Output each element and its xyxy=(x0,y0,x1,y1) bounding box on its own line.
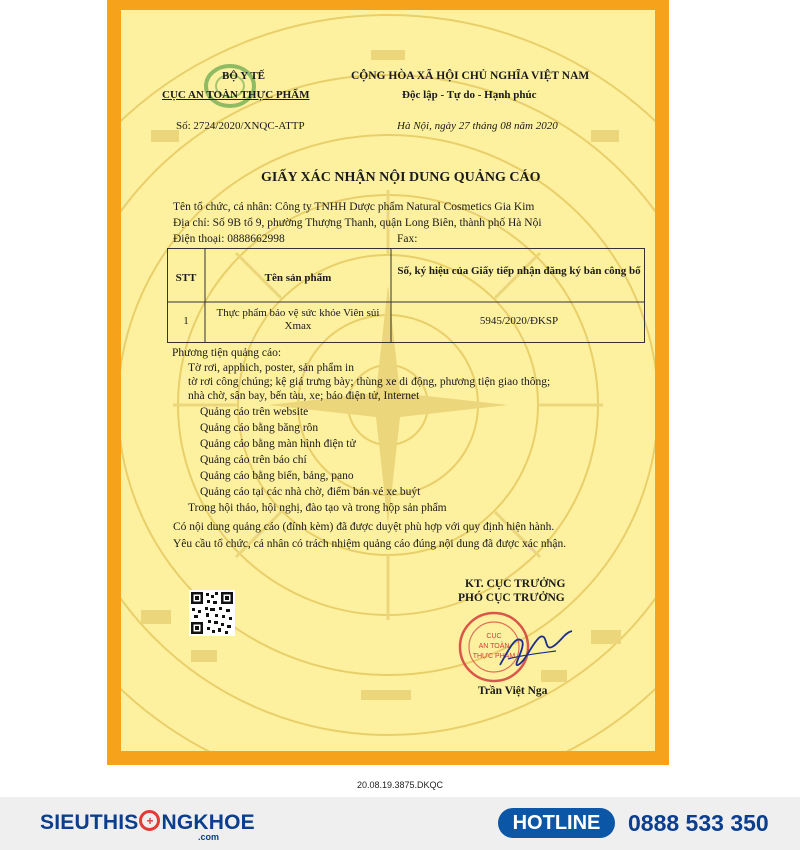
document-number: Số: 2724/2020/XNQC-ATTP xyxy=(176,120,305,132)
hotline-button[interactable]: HOTLINE xyxy=(498,808,615,838)
brand-name-left: SIEUTHIS xyxy=(40,811,139,834)
republic-title: CỘNG HÒA XÃ HỘI CHỦ NGHĨA VIỆT NAM xyxy=(351,70,590,82)
ministry-name: BỘ Y TẾ xyxy=(222,70,265,82)
svg-text:THỰC PHẨM: THỰC PHẨM xyxy=(472,653,516,660)
table-cell-product: Thực phẩm bảo vệ sức khỏe Viên sủi Xmax xyxy=(216,307,380,332)
issue-date: Hà Nội, ngày 27 tháng 08 năm 2020 xyxy=(397,120,558,132)
media-item: Tờ rơi, apphich, poster, sản phẩm in xyxy=(188,362,354,374)
media-heading: Phương tiện quảng cáo: xyxy=(172,347,282,359)
org-name: Tên tổ chức, cá nhân: Công ty TNHH Dược phẩm Natural Cosmetics Gia Kim xyxy=(173,201,535,213)
document-title: GIẤY XÁC NHẬN NỘI DUNG QUẢNG CÁO xyxy=(261,170,541,185)
table-header-code: Số, ký hiệu của Giấy tiếp nhận đăng ký bản công bố xyxy=(397,265,641,277)
svg-text:AN TOÀN: AN TOÀN xyxy=(478,643,510,650)
document-code: 20.08.19.3875.DKQC xyxy=(356,780,444,790)
table-header-stt: STT xyxy=(175,272,197,284)
brand-name-right: NGKHOE xyxy=(161,811,255,834)
table-header-product: Tên sản phẩm xyxy=(264,272,332,284)
department-name: CỤC AN TOÀN THỰC PHẨM xyxy=(162,89,310,101)
heart-icon: + xyxy=(139,810,160,831)
media-item: tờ rơi công chúng; kệ giá trưng bày; thùng xe di động, phương tiện giao thông; xyxy=(188,376,551,388)
table-cell-code: 5945/2020/ĐKSP xyxy=(479,315,559,327)
table-cell-stt: 1 xyxy=(183,315,189,327)
signature-title-1: KT. CỤC TRƯỞNG xyxy=(465,578,566,590)
national-motto: Độc lập - Tự do - Hạnh phúc xyxy=(402,89,537,101)
signature-title-2: PHÓ CỤC TRƯỞNG xyxy=(458,592,565,604)
org-phone: Điện thoại: 0888662998 xyxy=(173,233,285,245)
media-item: Trong hội thảo, hội nghị, đào tạo và trong hộp sản phẩm xyxy=(188,502,447,514)
media-item: Quảng cáo trên website xyxy=(200,406,309,418)
org-fax: Fax: xyxy=(397,233,418,245)
media-item: Quảng cáo tại các nhà chờ, điểm bán vé xe buýt xyxy=(200,486,421,498)
hotline-number[interactable]: 0888 533 350 xyxy=(628,810,769,836)
svg-text:CỤC: CỤC xyxy=(486,633,502,640)
responsibility-statement: Yêu cầu tổ chức, cá nhân có trách nhiệm quảng cáo đúng nội dung đã được xác nhận. xyxy=(173,538,567,550)
brand-domain: .com xyxy=(198,832,220,842)
media-item: Quảng cáo bằng băng rôn xyxy=(200,422,319,434)
media-item: Quảng cáo bằng màn hình điện tử xyxy=(200,438,356,450)
approval-statement: Có nội dung quảng cáo (đính kèm) đã được duyệt phù hợp với quy định hiện hành. xyxy=(173,521,555,533)
media-item: nhà chờ, sân bay, bến tàu, xe; báo điện tử, Internet xyxy=(188,390,420,402)
signer-name: Trần Việt Nga xyxy=(478,685,548,697)
qr-code xyxy=(189,590,235,636)
media-item: Quảng cáo bằng biển, bảng, pano xyxy=(200,470,354,482)
media-item: Quảng cáo trên báo chí xyxy=(200,454,307,466)
official-seal-icon xyxy=(452,607,582,687)
brand-logo[interactable] xyxy=(40,810,255,835)
org-address: Địa chỉ: Số 9B tổ 9, phường Thượng Thanh, quận Long Biên, thành phố Hà Nội xyxy=(173,217,542,229)
